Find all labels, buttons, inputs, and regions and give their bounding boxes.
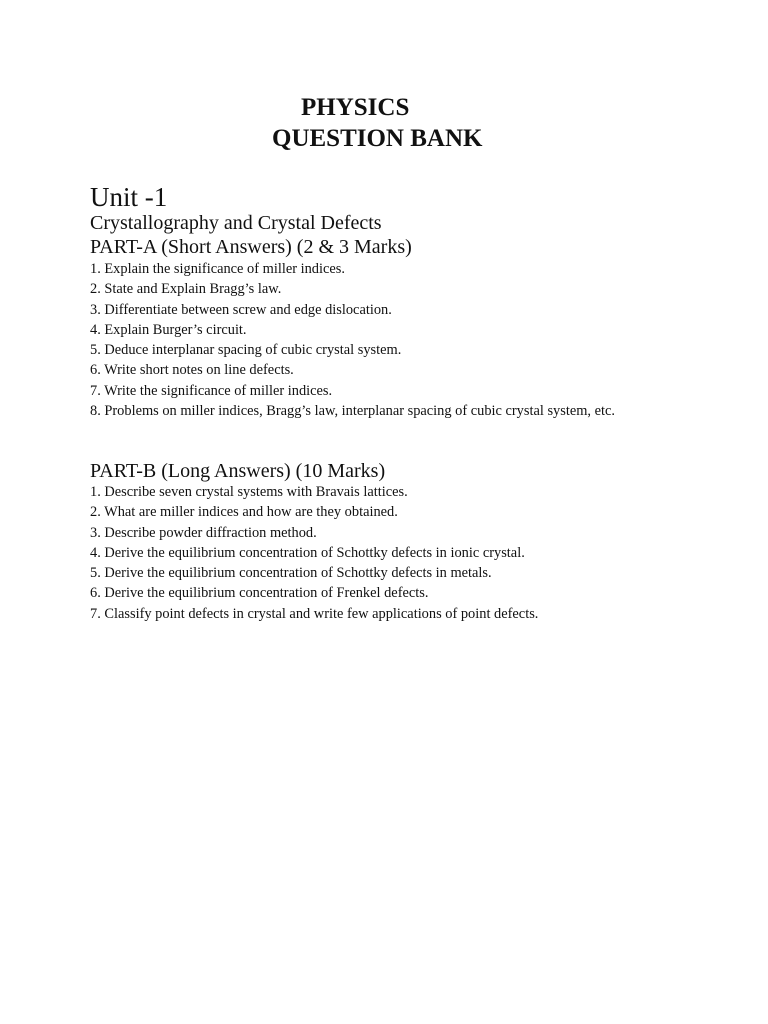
- question-item: 4. Derive the equilibrium concentration of Schottky defects in ionic crystal.: [90, 544, 525, 561]
- question-item: 1. Describe seven crystal systems with Bravais lattices.: [90, 484, 408, 500]
- question-item: 5. Derive the equilibrium concentration of Schottky defects in metals.: [90, 565, 492, 582]
- question-item: 1. Explain the significance of miller indices.: [90, 261, 345, 277]
- question-item: 6. Write short notes on line defects.: [90, 362, 294, 379]
- unit-heading: Unit -1: [90, 182, 168, 212]
- question-item: 3. Describe powder diffraction method.: [90, 524, 317, 541]
- topic-heading: Crystallography and Crystal Defects: [90, 212, 382, 234]
- part-a-heading: PART-A (Short Answers) (2 & 3 Marks): [90, 236, 412, 258]
- question-item: 7. Write the significance of miller indices.: [90, 382, 333, 399]
- question-item: 7. Classify point defects in crystal and write few applications of point defects.: [90, 605, 539, 622]
- part-b-question-list: [90, 482, 538, 624]
- question-item: 4. Explain Burger’s circuit.: [90, 321, 247, 338]
- question-item: 5. Deduce interplanar spacing of cubic crystal system.: [90, 342, 402, 359]
- question-item: 2. State and Explain Bragg’s law.: [90, 281, 282, 298]
- part-b-heading: PART-B (Long Answers) (10 Marks): [90, 460, 386, 482]
- document-title-question-bank: QUESTION BANK: [272, 125, 483, 152]
- part-a-question-list: [90, 259, 615, 421]
- document-title-physics: PHYSICS: [301, 94, 410, 121]
- question-item: 2. What are miller indices and how are they obtained.: [90, 504, 398, 521]
- question-item: 8. Problems on miller indices, Bragg’s law, interplanar spacing of cubic crystal system, etc.: [90, 403, 615, 420]
- question-item: 6. Derive the equilibrium concentration of Frenkel defects.: [90, 585, 429, 602]
- question-item: 3. Differentiate between screw and edge dislocation.: [90, 301, 392, 318]
